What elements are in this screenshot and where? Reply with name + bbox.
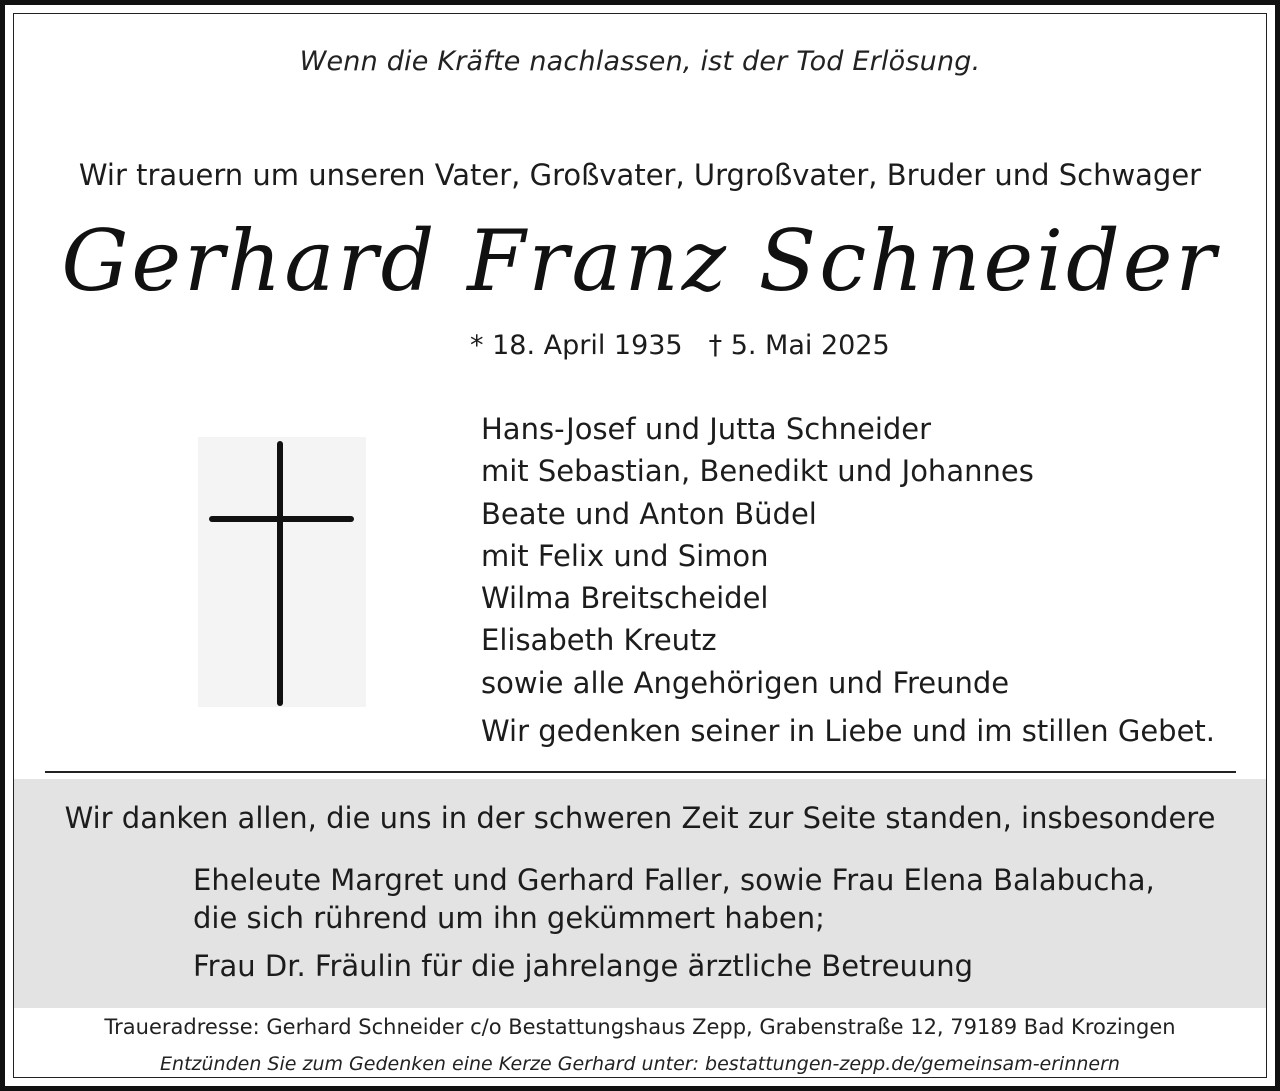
intro-line: Wir trauern um unseren Vater, Großvater, Urgroßvater, Bruder und Schwager xyxy=(78,158,1202,192)
thanks-item-line: Eheleute Margret und Gerhard Faller, sowie Frau Elena Balabucha, xyxy=(193,863,1155,897)
mourner-line: mit Sebastian, Benedikt und Johannes xyxy=(481,454,1034,489)
mourning-address: Traueradresse: Gerhard Schneider c/o Bestattungshaus Zepp, Grabenstraße 12, 79189 Bad Krozingen xyxy=(104,1015,1176,1039)
thanks-intro: Wir danken allen, die uns in der schweren Zeit zur Seite standen, insbesondere xyxy=(64,801,1216,835)
deceased-name: Gerhard Franz Schneider xyxy=(61,212,1219,310)
mourner-line: Beate und Anton Büdel xyxy=(481,496,817,531)
mourner-line: Wilma Breitscheidel xyxy=(481,581,769,616)
thanks-item-line: die sich rührend um ihn gekümmert haben; xyxy=(193,901,825,935)
cross-icon-beam xyxy=(209,516,354,522)
mourners-list xyxy=(481,408,1034,704)
mourner-line: Hans-Josef und Jutta Schneider xyxy=(481,412,932,446)
thanks-item-doctor: Frau Dr. Fräulin für die jahrelange ärztliche Betreuung xyxy=(193,949,974,983)
motto: Wenn die Kräfte nachlassen, ist der Tod Erlösung. xyxy=(299,46,981,77)
divider xyxy=(45,771,1236,773)
mourner-line: Elisabeth Kreutz xyxy=(481,623,717,658)
candle-link-text: Entzünden Sie zum Gedenken eine Kerze Gerhard unter: bestattungen-zepp.de/gemeinsam-erinnern xyxy=(160,1053,1120,1075)
mourner-line: sowie alle Angehörigen und Freunde xyxy=(481,665,1010,700)
cross-icon xyxy=(277,441,283,706)
life-dates xyxy=(470,330,890,361)
thanks-item-neighbours xyxy=(193,861,1155,937)
birth-date: * 18. April 1935 xyxy=(470,330,683,361)
mourner-line: mit Felix und Simon xyxy=(481,538,769,573)
prayer-line: Wir gedenken seiner in Liebe und im stillen Gebet. xyxy=(481,714,1216,748)
death-date: † 5. Mai 2025 xyxy=(708,330,890,361)
